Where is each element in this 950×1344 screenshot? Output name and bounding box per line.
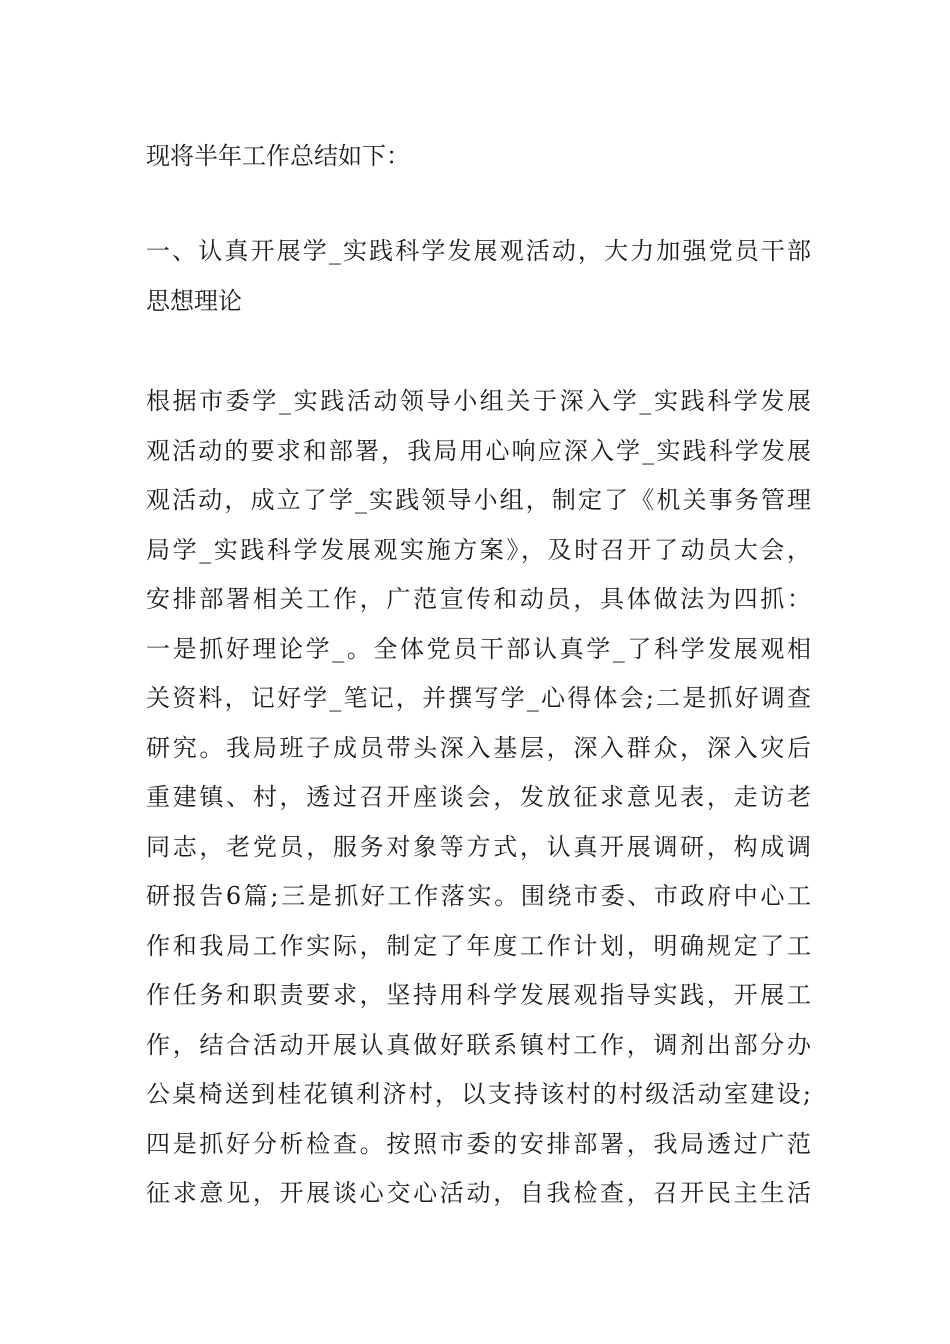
body-line: 作任务和职责要求，坚持用科学发展观指导实践，开展工 — [146, 981, 811, 1009]
body-line: 征求意见，开展谈心交心活动，自我检查，召开民主生活 — [146, 1179, 811, 1207]
body-line: 重建镇、村，透过召开座谈会，发放征求意见表，走访老 — [146, 783, 811, 811]
body-line: 根据市委学_实践活动领导小组关于深入学_实践科学发展 — [146, 387, 811, 415]
body-line: 局学_实践科学发展观实施方案》，及时召开了动员大会， — [146, 535, 811, 564]
body-line: 作，结合活动开展认真做好联系镇村工作，调剂出部分办 — [146, 1030, 811, 1059]
section-body-1 — [146, 377, 811, 1219]
body-line: 安排部署相关工作，广范宣传和动员，具体做法为四抓： — [146, 585, 811, 613]
section-heading-1 — [146, 227, 811, 326]
heading-line: 思想理论 — [146, 286, 242, 315]
body-line: 作和我局工作实际，制定了年度工作计划，明确规定了工 — [146, 931, 811, 960]
intro-line: 现将半年工作总结如下： — [146, 142, 410, 170]
body-line: 研究。我局班子成员带头深入基层，深入群众，深入灾后 — [146, 733, 811, 762]
body-line: 公桌椅送到桂花镇利济村，以支持该村的村级活动室建设; — [146, 1080, 811, 1108]
body-line: 观活动，成立了学_实践领导小组，制定了《机关事务管理 — [146, 486, 811, 514]
body-line: 四是抓好分析检查。按照市委的安排部署，我局透过广范 — [146, 1129, 811, 1158]
body-line: 一是抓好理论学_。全体党员干部认真学_了科学发展观相 — [146, 634, 811, 663]
body-line: 研报告6篇;三是抓好工作落实。围绕市委、市政府中心工 — [146, 882, 811, 910]
body-line: 观活动的要求和部署，我局用心响应深入学_实践科学发展 — [146, 436, 811, 465]
body-line: 关资料，记好学_笔记，并撰写学_心得体会;二是抓好调查 — [146, 684, 811, 712]
intro-paragraph — [146, 132, 811, 182]
body-line: 同志，老党员，服务对象等方式，认真开展调研，构成调 — [146, 832, 811, 861]
heading-line: 一、认真开展学_实践科学发展观活动，大力加强党员干部 — [146, 237, 811, 265]
